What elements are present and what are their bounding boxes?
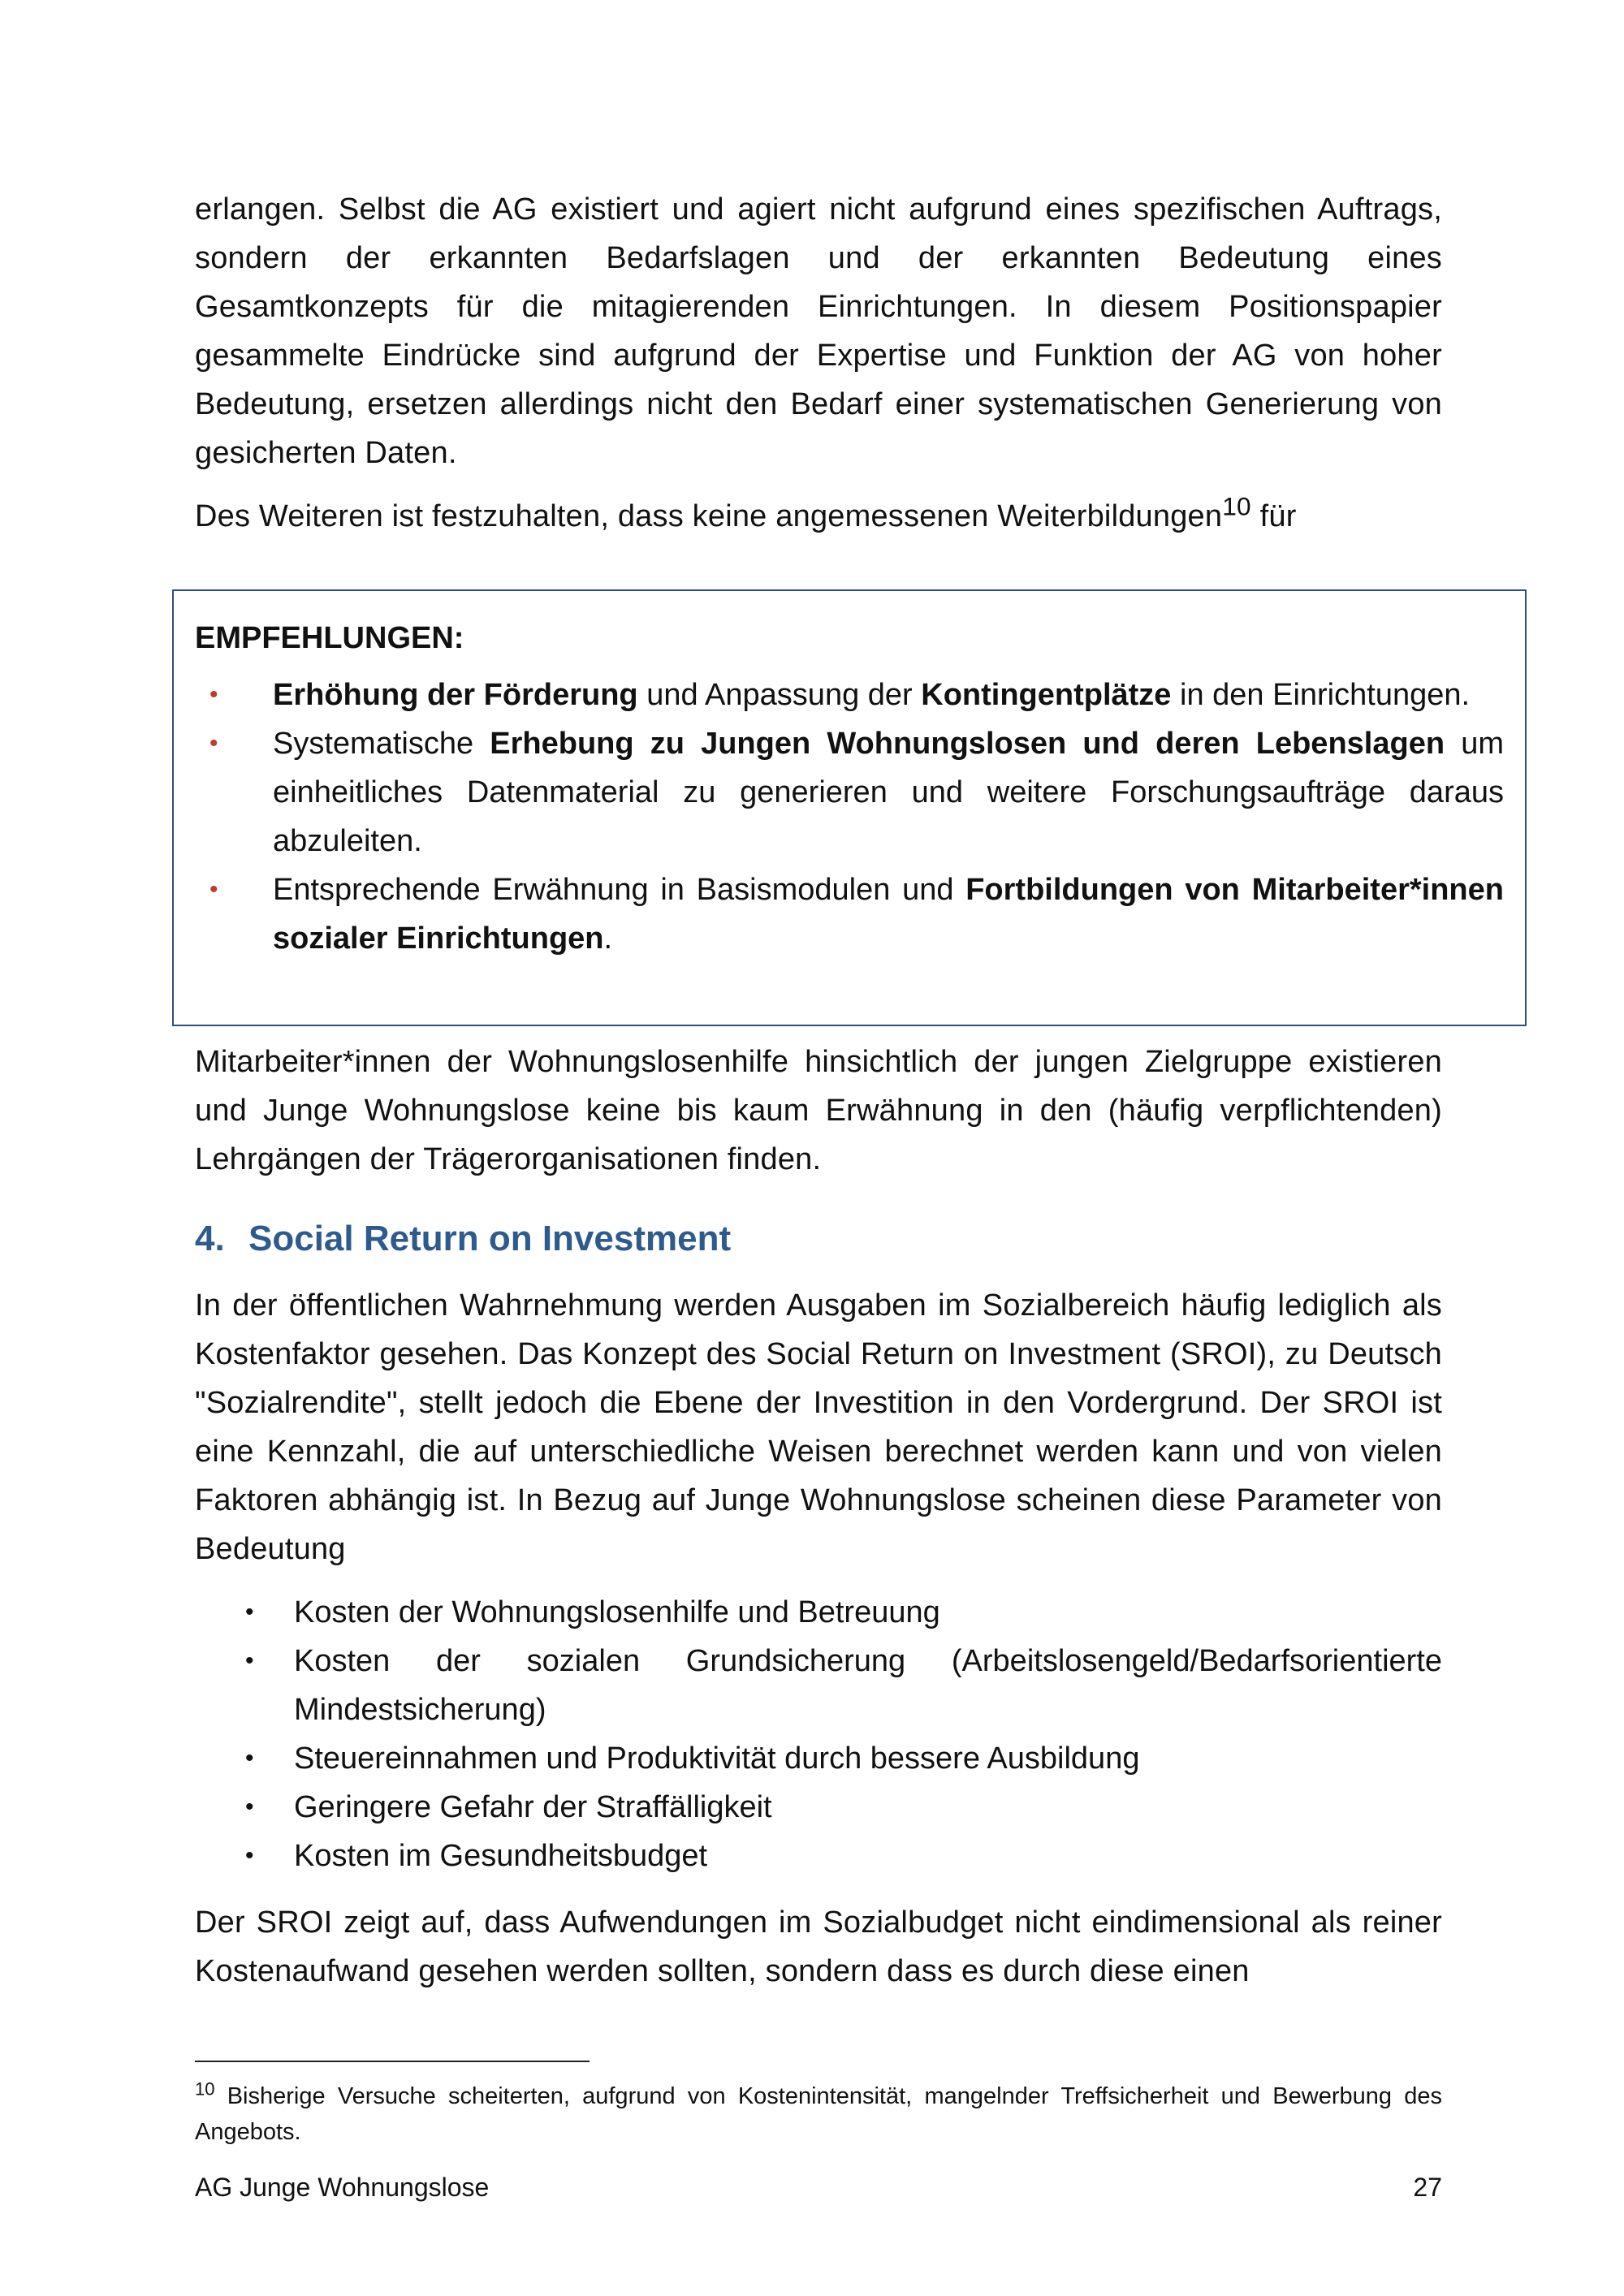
page-footer [195,2169,1442,2205]
recommendation-item [195,671,1504,719]
parameter-text: Geringere Gefahr der Straffälligkeit [294,1790,772,1824]
footnote-text: Bisherige Versuche scheiterten, aufgrund von Kostenintensität, mangelnder Treffsicherheit und Bewerbung des Angebots. [195,2083,1442,2145]
parameter-text: Kosten im Gesundheitsbudget [294,1839,708,1873]
section-number: 4. [195,1219,225,1258]
footer-title: AG Junge Wohnungslose [195,2173,490,2202]
section-heading [195,1213,1442,1265]
paragraph-3: Mitarbeiter*innen der Wohnungslosenhilfe hinsichtlich der jungen Zielgruppe existieren und Junge Wohnungslose keine bis kaum Erwähnung in den (häufig verpflichtenden) Lehrgängen der Trägerorganisationen finden. [195,1045,1442,1176]
bullet-icon: • [245,1793,254,1820]
page-number: 27 [1413,2173,1442,2202]
footnote-number: 10 [195,2078,215,2100]
recommendation-item [195,719,1504,865]
parameter-list [195,1588,1442,1880]
parameter-item [195,1588,1442,1637]
section-title: Social Return on Investment [248,1219,732,1258]
parameter-item [195,1637,1442,1734]
main-continuation [195,1038,1442,2010]
parameter-item [195,1783,1442,1832]
footnote-reference[interactable]: 10 [1222,491,1251,521]
bullet-icon: • [209,681,218,708]
paragraph-2 [195,492,1442,541]
parameter-item [195,1832,1442,1880]
bullet-icon: • [209,730,218,757]
paragraph-2-text: Des Weiteren ist festzuhalten, dass keine angemessenen Weiterbildungen [195,499,1223,533]
recommendations-box [172,589,1527,1026]
page-body [195,185,1442,555]
rec1-text-1: und Anpassung der [637,678,922,712]
bullet-icon: • [245,1842,254,1869]
recommendation-item [195,865,1504,963]
rec3-bold-1: Fortbildungen von Mitarbeiter*innen sozialer Einrichtungen [273,873,1504,956]
section-intro: In der öffentlichen Wahrnehmung werden Ausgaben im Sozialbereich häufig lediglich als Kostenfaktor gesehen. Das Konzept des Social Return on Investment (SROI), zu Deutsch "Sozialrendite", stellt jedoch die Ebene der Investition in den Vordergrund. Der SROI ist eine Kennzahl, die auf unterschiedliche Weisen berechnet werden kann und von vielen Faktoren abhängig ist. In Bezug auf Junge Wohnungslose scheinen diese Parameter von Bedeutung [195,1288,1442,1566]
parameter-text: Kosten der sozialen Grundsicherung (Arbeitslosengeld/Bedarfsorientierte Mindestsicherung) [294,1644,1442,1727]
paragraph-2-end: für [1250,499,1297,533]
section-closing: Der SROI zeigt auf, dass Aufwendungen im Sozialbudget nicht eindimensional als reiner Kostenaufwand gesehen werden sollten, sondern dass es durch diese einen [195,1905,1442,1988]
bullet-icon: • [245,1745,254,1772]
bullet-icon: • [245,1647,254,1674]
paragraph-1: erlangen. Selbst die AG existiert und agiert nicht aufgrund eines spezifischen Auftrags, sondern der erkannten Bedarfslagen und der erkannten Bedeutung eines Gesamtkonzepts für die mitagierenden Einrichtungen. In diesem Positionspapier gesammelte Eindrücke sind aufgrund der Expertise und Funktion der AG von hoher Bedeutung, ersetzen allerdings nicht den Bedarf einer systematischen Generierung von gesicherten Daten. [195,192,1442,470]
recommendations-title: EMPFEHLUNGEN: [195,621,464,655]
rec3-text-1: Entsprechende Erwähnung in Basismodulen und [273,873,966,907]
rec2-bold-1: Erhebung zu Jungen Wohnungslosen und deren Lebenslagen [490,727,1445,761]
bullet-icon: • [209,876,218,903]
parameter-text: Kosten der Wohnungslosenhilfe und Betreuung [294,1595,940,1629]
footnote-divider [195,2061,590,2062]
rec1-bold-1: Erhöhung der Förderung [273,678,638,712]
parameter-item [195,1734,1442,1783]
recommendations-list [195,671,1504,963]
rec2-text-1: Systematische [273,727,490,761]
rec2-text-2: um einheitliches Datenmaterial zu generieren und weitere Forschungsaufträge daraus abzuleiten. [273,727,1504,858]
rec1-bold-2: Kontingentplätze [921,678,1172,712]
bullet-icon: • [245,1599,254,1625]
footnote [195,2078,1442,2150]
parameter-text: Steuereinnahmen und Produktivität durch bessere Ausbildung [294,1741,1140,1776]
rec1-text-2: in den Einrichtungen. [1171,678,1471,712]
rec3-text-2: . [603,921,613,956]
